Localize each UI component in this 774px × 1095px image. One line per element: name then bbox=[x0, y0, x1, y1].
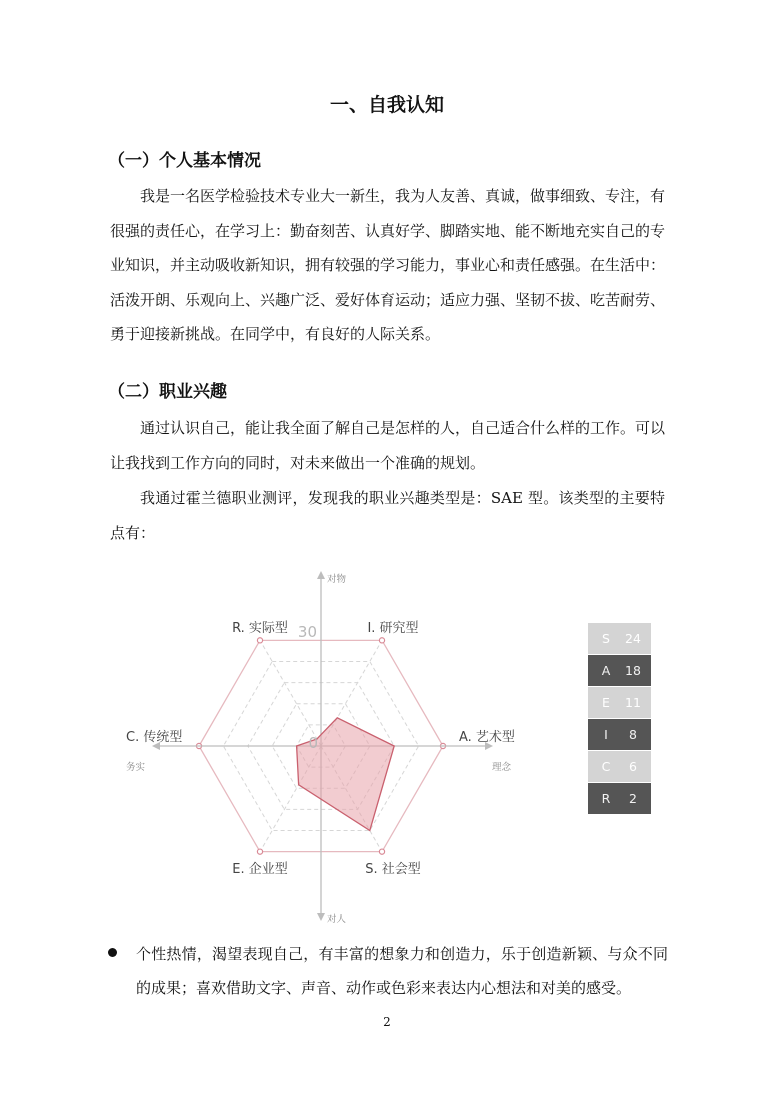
rank-box-R bbox=[588, 783, 651, 814]
axis-label-top: 对物 bbox=[327, 574, 347, 585]
rank-box-I bbox=[588, 719, 651, 750]
rank-value-S: 24 bbox=[625, 631, 641, 646]
radar-vertex-S bbox=[379, 849, 384, 854]
rank-value-R: 2 bbox=[629, 791, 637, 806]
radar-spoke-0 bbox=[260, 640, 321, 746]
label-I: I. 研究型 bbox=[367, 621, 419, 636]
rank-code-S: S bbox=[602, 631, 610, 646]
holland-radar-chart bbox=[110, 562, 670, 927]
rank-code-R: R bbox=[601, 791, 611, 806]
label-R: R. 实际型 bbox=[232, 621, 288, 636]
label-A: A. 艺术型 bbox=[459, 730, 515, 745]
arrow-down-icon bbox=[317, 913, 325, 921]
rank-code-A: A bbox=[601, 663, 611, 678]
bullet-text: 个性热情，渴望表现自己，有丰富的想象力和创造力，乐于创造新颖、与众不同的成果；喜欢借助文字、声音、动作或色彩来表达内心想法和对美的感受。 bbox=[136, 945, 668, 997]
section2-paragraph2: 我通过霍兰德职业测评，发现我的职业兴趣类型是：SAE 型。该类型的主要特点有： bbox=[110, 489, 665, 542]
section1-paragraph: 我是一名医学检验技术专业大一新生，我为人友善、真诚，做事细致、专注，有很强的责任心，在学习上：勤奋刻苦、认真好学、脚踏实地、能不断地充实自己的专业知识，并主动吸收新知识，拥有较强的学习能力，事业心和责任感强。在生活中：活泼开朗、乐观向上、兴趣广泛、爱好体育运动；适应力强、坚韧不拔、吃苦耐劳、勇于迎接新挑战。在同学中，有良好的人际关系。 bbox=[110, 187, 666, 343]
rank-box-E bbox=[588, 687, 651, 718]
page-heading: 一、自我认知 bbox=[329, 94, 444, 116]
radar-vertex-I bbox=[379, 638, 384, 643]
bullet-item bbox=[108, 937, 668, 1005]
section2-title: （二）职业兴趣 bbox=[108, 382, 227, 402]
rank-box-C bbox=[588, 751, 651, 782]
arrow-up-icon bbox=[317, 571, 325, 579]
radar-vertex-E bbox=[257, 849, 262, 854]
axis-label-bottom: 对人 bbox=[327, 914, 347, 925]
ranking-panel bbox=[588, 623, 651, 814]
label-C: C. 传统型 bbox=[126, 730, 183, 745]
rank-value-I: 8 bbox=[629, 727, 637, 742]
scale-max-label: 30 bbox=[297, 623, 317, 641]
axis-label-right: 理念 bbox=[492, 762, 512, 773]
rank-value-E: 11 bbox=[625, 695, 641, 710]
section2-paragraph1: 通过认识自己，能让我全面了解自己是怎样的人，自己适合什么样的工作。可以让我找到工作方向的同时，对未来做出一个准确的规划。 bbox=[110, 419, 666, 472]
page-number: 2 bbox=[383, 1015, 391, 1029]
radar-vertex-R bbox=[257, 638, 262, 643]
rank-code-E: E bbox=[602, 695, 610, 710]
rank-value-C: 6 bbox=[629, 759, 637, 774]
rank-value-A: 18 bbox=[625, 663, 641, 678]
rank-box-A bbox=[588, 655, 651, 686]
rank-box-S bbox=[588, 623, 651, 654]
section1-title: （一）个人基本情况 bbox=[108, 151, 261, 171]
label-E: E. 企业型 bbox=[232, 862, 288, 877]
bullet-dot-icon bbox=[108, 948, 117, 957]
label-S: S. 社会型 bbox=[365, 862, 421, 877]
axis-label-left: 务实 bbox=[126, 762, 146, 773]
scale-zero-label: 0 bbox=[308, 734, 318, 752]
rank-code-C: C bbox=[601, 759, 611, 774]
rank-code-I: I bbox=[604, 727, 608, 742]
